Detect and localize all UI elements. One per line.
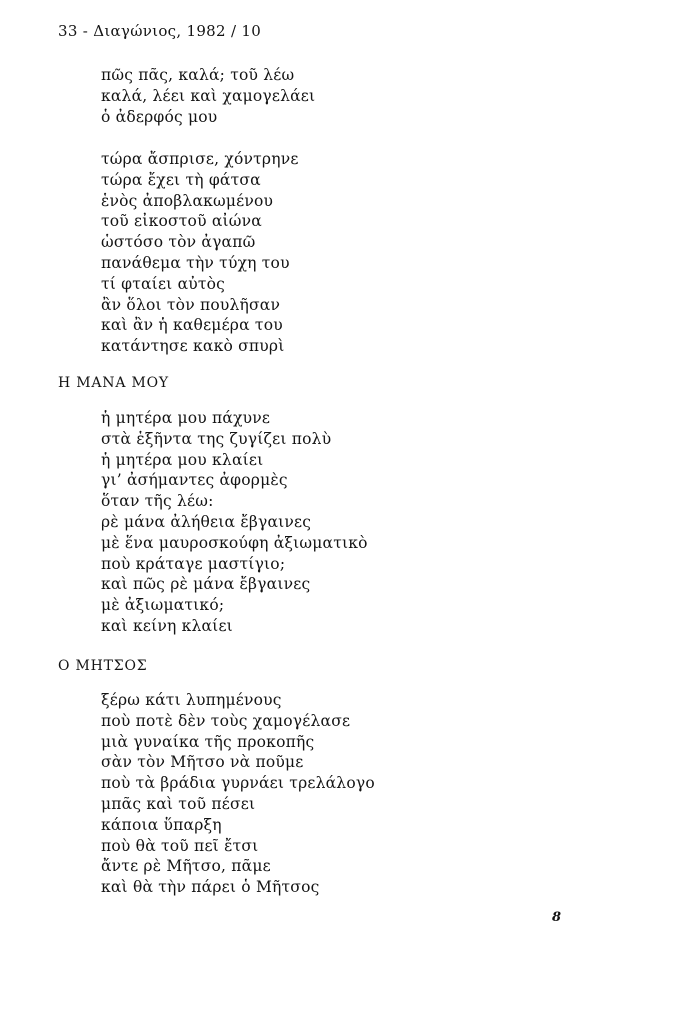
poem-line: κάποια ὕπαρξη — [101, 815, 222, 834]
poem-line: ποὺ κράταγε μαστίγιο; — [101, 554, 286, 573]
poem3-lines — [101, 690, 375, 898]
poem-line: μπᾶς καὶ τοῦ πέσει — [101, 794, 256, 813]
poem-line: πανάθεμα τὴν τύχη του — [101, 253, 290, 272]
poem-line: ποὺ ποτὲ δὲν τοὺς χαμογέλασε — [101, 711, 351, 730]
poem2-title: Η ΜΑΝΑ ΜΟΥ — [58, 375, 169, 391]
poem-line: καὶ κείνη κλαίει — [101, 616, 233, 635]
page-number: 8 — [552, 910, 562, 925]
poem-line: μὲ ἀξιωματικό; — [101, 596, 225, 615]
poem2-lines — [101, 408, 368, 637]
poem1-stanza1 — [101, 65, 315, 127]
poem-line: τώρα ἔχει τὴ φάτσα — [101, 170, 261, 189]
poem-line: μὲ ἕνα μαυροσκούφη ἀξιωματικὸ — [101, 533, 368, 552]
running-head: 33 - Διαγώνιος, 1982 / 10 — [58, 22, 262, 40]
poem-line: σὰν τὸν Μῆτσο νὰ ποῦμε — [101, 753, 304, 772]
poem-line: καὶ ἂν ἡ καθεμέρα του — [101, 316, 283, 335]
poem-line: μιὰ γυναίκα τῆς προκοπῆς — [101, 732, 315, 751]
poem-line: ρὲ μάνα ἀλήθεια ἔβγαινες — [101, 512, 312, 531]
poem1-stanza2 — [101, 149, 299, 357]
poem-line: ὡστόσο τὸν ἀγαπῶ — [101, 233, 256, 252]
poem-line: ἄντε ρὲ Μῆτσο, πᾶμε — [101, 857, 271, 876]
poem-line: ὁ ἀδερφός μου — [101, 107, 218, 126]
poem-line: πῶς πᾶς, καλά; τοῦ λέω — [101, 66, 295, 84]
poem-line: καλά, λέει καὶ χαμογελάει — [101, 86, 316, 105]
poem-line: ξέρω κάτι λυπημένους — [101, 691, 282, 709]
poem-line: τοῦ εἰκοστοῦ αἰώνα — [101, 212, 262, 231]
poem-line: γι’ ἀσήμαντες ἀφορμὲς — [101, 471, 288, 490]
poem-line: ἂν ὅλοι τὸν πουλῆσαν — [101, 295, 281, 314]
poem-line: ἡ μητέρα μου κλαίει — [101, 450, 264, 469]
poem-line: ὅταν τῆς λέω: — [101, 492, 214, 511]
poem-line: τί φταίει αὐτὸς — [101, 274, 226, 293]
poem-line: ποὺ θὰ τοῦ πεῖ ἔτσι — [101, 836, 259, 855]
poem-line: τώρα ἄσπρισε, χόντρηνε — [101, 150, 299, 168]
poem-line: καὶ πῶς ρὲ μάνα ἔβγαινες — [101, 575, 311, 594]
poem-line: καὶ θὰ τὴν πάρει ὁ Μῆτσος — [101, 878, 320, 897]
poem-line: στὰ ἑξῆντα της ζυγίζει πολὺ — [101, 429, 332, 448]
poem3-title: Ο ΜΗΤΣΟΣ — [58, 658, 148, 674]
poem-line: ἑνὸς ἀποβλακωμένου — [101, 191, 274, 210]
poem-line: κατάντησε κακὸ σπυρὶ — [101, 337, 285, 356]
poem-line: ποὺ τὰ βράδια γυρνάει τρελάλογο — [101, 774, 375, 793]
poem-line: ἡ μητέρα μου πάχυνε — [101, 409, 271, 427]
